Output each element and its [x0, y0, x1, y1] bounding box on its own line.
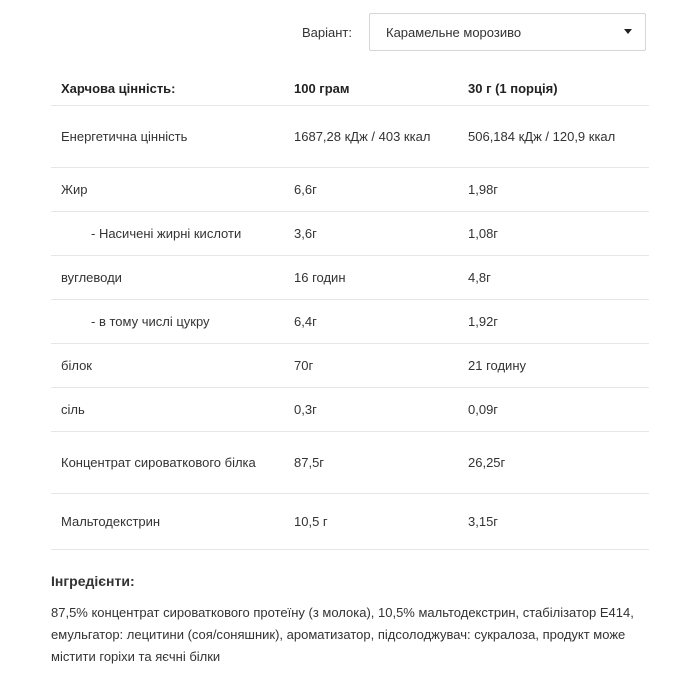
table-row — [51, 432, 649, 494]
row-name: - в тому числі цукру — [51, 300, 284, 344]
row-per30: 1,08г — [458, 212, 649, 256]
row-per30: 3,15г — [458, 494, 649, 550]
nutrition-table — [51, 71, 649, 550]
table-row — [51, 300, 649, 344]
ingredients-title: Інгредієнти: — [51, 573, 135, 589]
row-per30: 506,184 кДж / 120,9 ккал — [458, 106, 649, 168]
header-per-100g: 100 грам — [284, 71, 458, 106]
row-name: сіль — [51, 388, 284, 432]
row-per100: 6,4г — [284, 300, 458, 344]
row-per100: 10,5 г — [284, 494, 458, 550]
variant-selector-row — [302, 13, 646, 51]
row-per100: 6,6г — [284, 168, 458, 212]
row-per30: 26,25г — [458, 432, 649, 494]
row-per30: 1,98г — [458, 168, 649, 212]
dropdown-arrow-icon — [624, 29, 632, 34]
row-name: - Насичені жирні кислоти — [51, 212, 284, 256]
row-per100: 1687,28 кДж / 403 ккал — [284, 106, 458, 168]
row-per30: 1,92г — [458, 300, 649, 344]
row-name: Жир — [51, 168, 284, 212]
table-row — [51, 168, 649, 212]
row-per30: 0,09г — [458, 388, 649, 432]
table-row — [51, 494, 649, 550]
row-name: вуглеводи — [51, 256, 284, 300]
row-per100: 3,6г — [284, 212, 458, 256]
variant-selected-value: Карамельне морозиво — [386, 24, 522, 40]
row-name: Концентрат сироваткового білка — [51, 432, 284, 494]
row-per30: 21 годину — [458, 344, 649, 388]
variant-label: Варіант: — [302, 24, 352, 40]
row-name: Енергетична цінність — [51, 106, 284, 168]
row-per30: 4,8г — [458, 256, 649, 300]
table-header-row — [51, 71, 649, 106]
row-name: Мальтодекстрин — [51, 494, 284, 550]
table-row — [51, 256, 649, 300]
row-name: білок — [51, 344, 284, 388]
row-per100: 87,5г — [284, 432, 458, 494]
variant-dropdown[interactable] — [369, 13, 646, 51]
row-per100: 0,3г — [284, 388, 458, 432]
table-row — [51, 388, 649, 432]
table-row — [51, 106, 649, 168]
table-row — [51, 344, 649, 388]
row-per100: 70г — [284, 344, 458, 388]
header-nutrition: Харчова цінність: — [51, 71, 284, 106]
table-row — [51, 212, 649, 256]
row-per100: 16 годин — [284, 256, 458, 300]
header-per-serving: 30 г (1 порція) — [458, 71, 649, 106]
ingredients-text: 87,5% концентрат сироваткового протеїну (з молока), 10,5% мальтодекстрин, стабілізатор E414, емульгатор: лецитини (соя/соняшник), ароматизатор, підсолоджувач: сукралоза, продукт може містити горіхи та яєчні білки — [51, 605, 634, 664]
